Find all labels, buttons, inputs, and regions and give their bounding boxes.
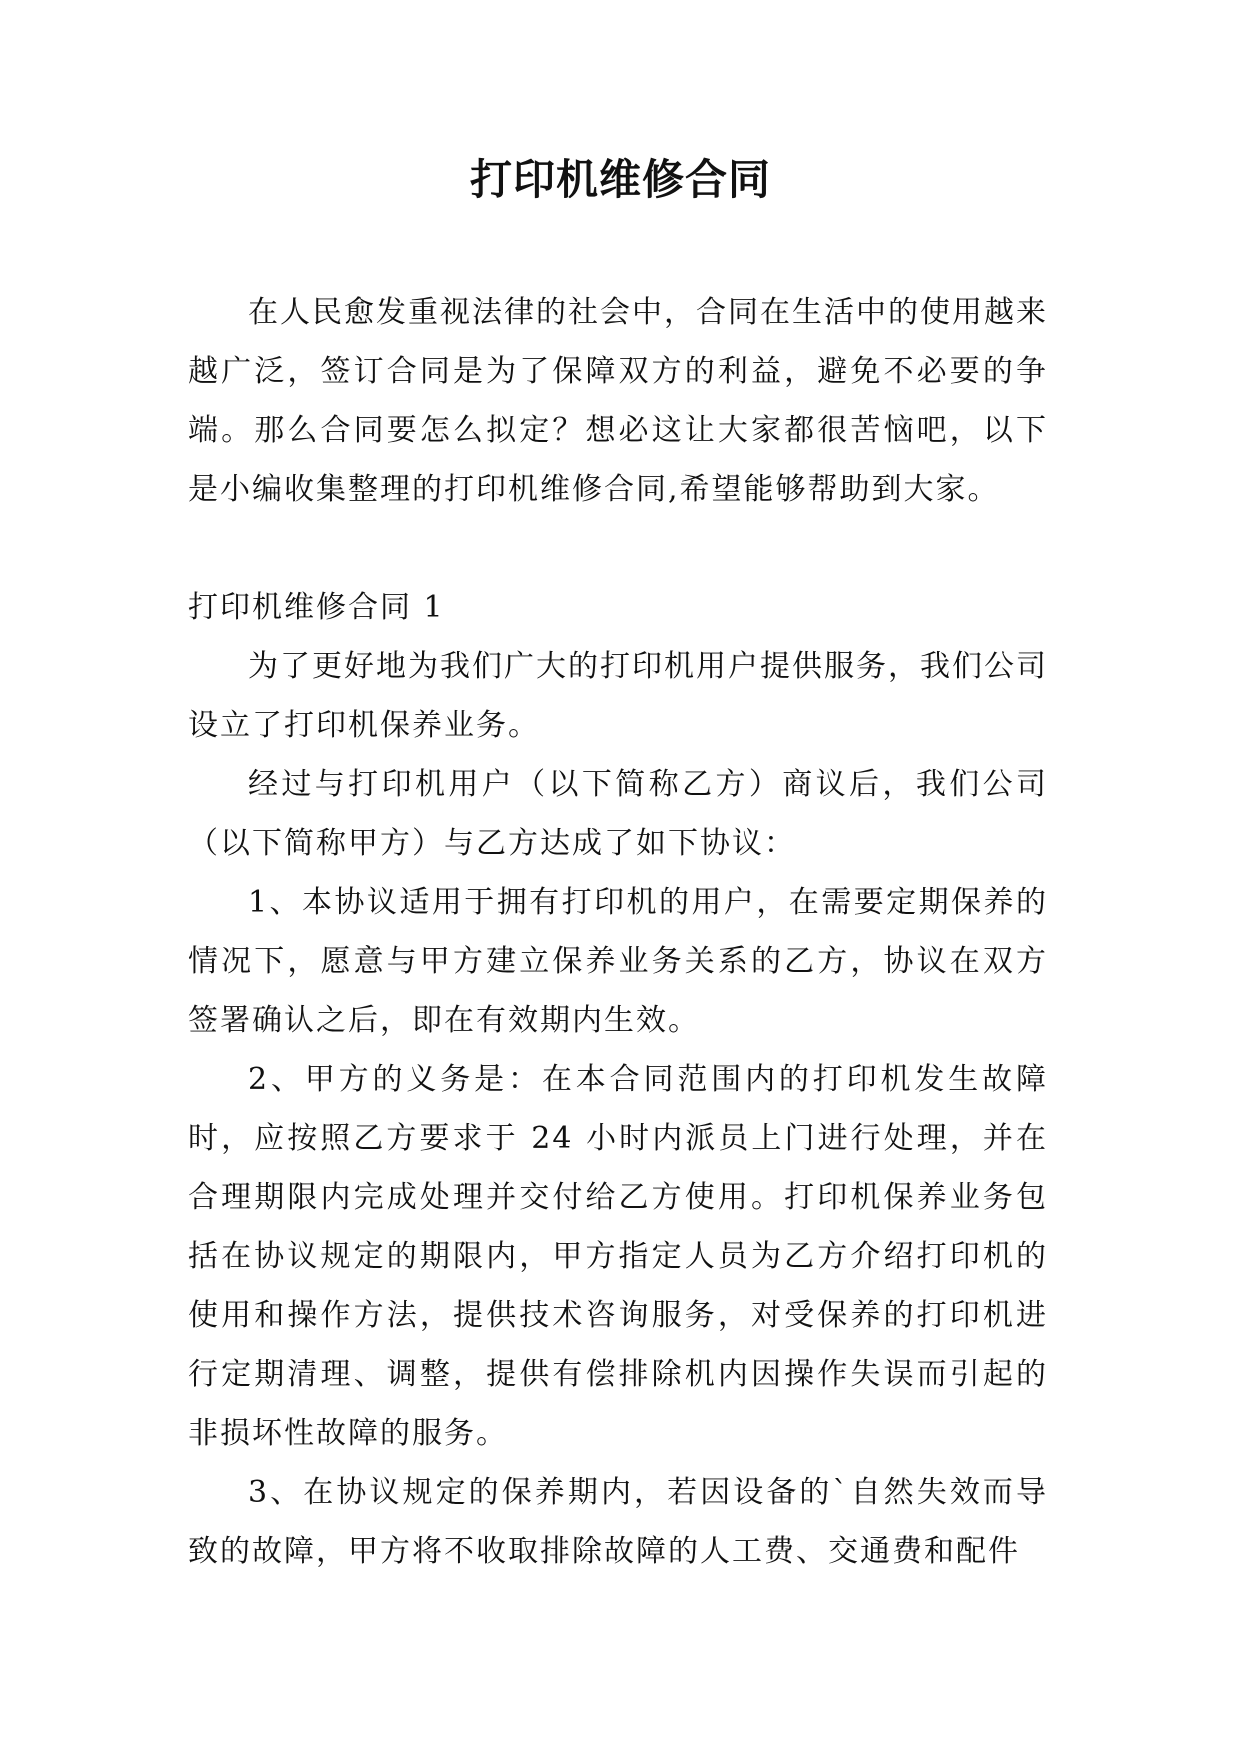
section-heading: 打印机维修合同 1 [188, 590, 445, 625]
clause-2: 2、甲方的义务是：在本合同范围内的打印机发生故障时，应按照乙方要求于 24 小时内派员上门进行处理，并在合理期限内完成处理并交付给乙方使用。打印机保养业务包括在协议规定的期限内，甲方指定人员为乙方介绍打印机的使用和操作方法，提供技术咨询服务，对受保养的打印机进行定期清理、调整，提供有偿排除机内因操作失误而引起的非损坏性故障的服务。 [188, 1062, 1048, 1451]
intro-section [188, 283, 1048, 519]
contract-section-1 [188, 578, 1048, 1581]
paragraph: 经过与打印机用户（以下简称乙方）商议后，我们公司（以下简称甲方）与乙方达成了如下协议： [188, 767, 1048, 861]
paragraph: 为了更好地为我们广大的打印机用户提供服务，我们公司设立了打印机保养业务。 [188, 649, 1048, 743]
clause-1: 1、本协议适用于拥有打印机的用户，在需要定期保养的情况下，愿意与甲方建立保养业务关系的乙方，协议在双方签署确认之后，即在有效期内生效。 [188, 885, 1048, 1038]
document-title: 打印机维修合同 [469, 155, 771, 204]
clause-3: 3、在协议规定的保养期内，若因设备的`自然失效而导致的故障，甲方将不收取排除故障的人工费、交通费和配件 [188, 1475, 1048, 1569]
intro-paragraph: 在人民愈发重视法律的社会中，合同在生活中的使用越来越广泛，签订合同是为了保障双方的利益，避免不必要的争端。那么合同要怎么拟定？想必这让大家都很苦恼吧，以下是小编收集整理的打印机维修合同,希望能够帮助到大家。 [188, 295, 1048, 507]
